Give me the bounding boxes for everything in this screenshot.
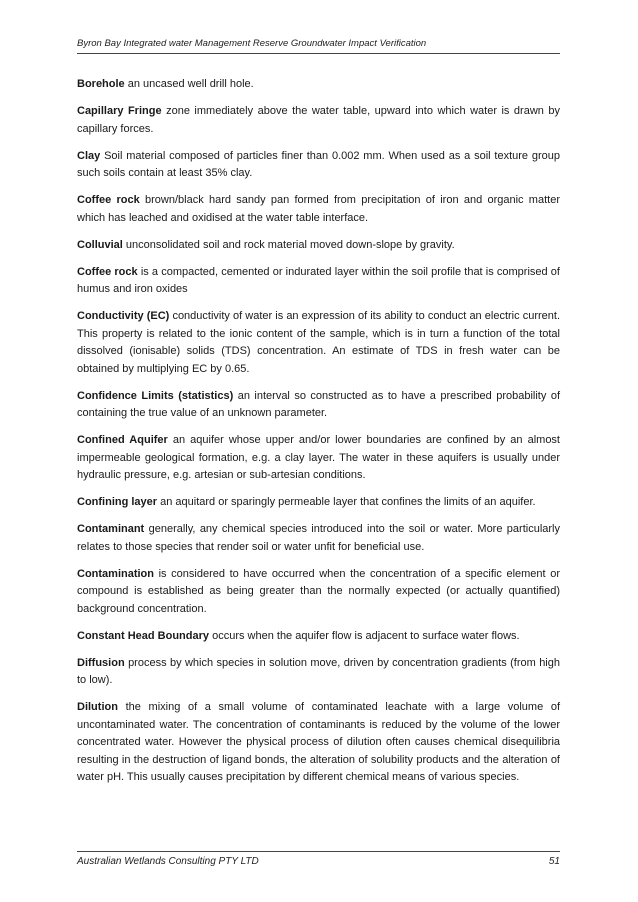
glossary-content xyxy=(77,76,560,796)
glossary-term: Confining layer xyxy=(77,496,158,508)
glossary-term: Coffee rock xyxy=(77,265,138,278)
glossary-definition: Soil material composed of particles finer than 0.002 mm. When used as a soil texture group such soils contain at least 35% clay. xyxy=(77,149,560,179)
glossary-definition: zone immediately above the water table, upward into which water is drawn by capillary forces. xyxy=(77,105,560,135)
glossary-term: Constant Head Boundary xyxy=(77,629,210,642)
glossary-entry-confined-aquifer xyxy=(77,432,560,485)
page-number: 51 xyxy=(548,856,560,867)
glossary-definition: an interval so constructed as to have a prescribed probability of containing the true value of an unknown parameter. xyxy=(77,389,561,419)
glossary-definition: the mixing of a small volume of contaminated leachate with a large volume of uncontaminated water. The concentration of contaminants is reduced by the volume of the lower concentrated water. However the physical process of dilution often causes chemical disequilibria resulting in the destruction of ligand bonds, the alteration of solubility products and the alteration of water pH. This usually causes precipitation by different chemical means of various species. xyxy=(77,701,561,783)
glossary-entry-colluvial xyxy=(77,237,560,255)
glossary-term: Borehole xyxy=(77,78,125,90)
header-divider xyxy=(77,53,560,54)
glossary-definition: generally, any chemical species introduced into the soil or water. More particularly relates to those species that render soil or water unfit for beneficial use. xyxy=(77,523,560,553)
glossary-definition: conductivity of water is an expression of its ability to conduct an electric current. This property is related to the ionic content of the sample, which is in turn a function of the total dissolved (ionisable) solids (TDS) concentration. An estimate of TDS in fresh water can be obtained by multiplying EC by 0.65. xyxy=(77,310,561,375)
glossary-definition: an aquifer whose upper and/or lower boundaries are confined by an almost impermeable geological formation, e.g. a clay layer. The water in these aquifers is usually under hydraulic pressure, e.g. artesian or sub-artesian conditions. xyxy=(77,434,560,481)
glossary-entry-contamination xyxy=(77,566,560,619)
glossary-definition: process by which species in solution move, driven by concentration gradients (from high to low). xyxy=(77,656,560,686)
glossary-entry-conductivity xyxy=(77,308,560,378)
glossary-entry-confidence-limits xyxy=(77,388,560,423)
glossary-entry-borehole xyxy=(77,76,560,94)
glossary-entry-capillary-fringe xyxy=(77,103,560,138)
glossary-entry-confining-layer xyxy=(77,494,560,512)
glossary-term: Confined Aquifer xyxy=(77,434,168,446)
glossary-entry-coffee-rock xyxy=(77,192,560,227)
page-header-title: Byron Bay Integrated water Management Reserve Groundwater Impact Verification xyxy=(77,38,427,49)
glossary-definition: unconsolidated soil and rock material moved down-slope by gravity. xyxy=(125,238,455,251)
glossary-definition: an aquitard or sparingly permeable layer that confines the limits of an aquifer. xyxy=(160,496,536,508)
footer-company: Australian Wetlands Consulting PTY LTD xyxy=(77,856,259,867)
glossary-term: Coffee rock xyxy=(77,194,140,206)
glossary-definition: is considered to have occurred when the concentration of a specific element or compound is established as being greater than the normally expected (or actually quantified) background concentration. xyxy=(77,567,560,615)
glossary-term: Contamination xyxy=(77,567,154,580)
glossary-entry-constant-head-boundary xyxy=(77,628,560,646)
glossary-term: Diffusion xyxy=(77,656,125,669)
glossary-definition: occurs when the aquifer flow is adjacent to surface water flows. xyxy=(212,629,520,642)
glossary-term: Clay xyxy=(77,149,101,162)
glossary-term: Dilution xyxy=(77,701,118,713)
glossary-term: Conductivity (EC) xyxy=(77,310,170,322)
glossary-term: Confidence Limits (statistics) xyxy=(77,389,234,402)
glossary-definition: brown/black hard sandy pan formed from precipitation of iron and organic matter which has leached and oxidised at the water table interface. xyxy=(77,194,560,224)
glossary-term: Capillary Fringe xyxy=(77,105,162,117)
footer-divider xyxy=(77,851,560,852)
glossary-definition: an uncased well drill hole. xyxy=(127,78,254,90)
glossary-entry-clay xyxy=(77,148,560,183)
glossary-entry-contaminant xyxy=(77,521,560,556)
glossary-entry-coffee-rock-2 xyxy=(77,264,560,299)
glossary-term: Colluvial xyxy=(77,238,123,251)
glossary-entry-dilution xyxy=(77,699,560,787)
glossary-term: Contaminant xyxy=(77,523,145,535)
glossary-entry-diffusion xyxy=(77,655,560,690)
glossary-definition: is a compacted, cemented or indurated layer within the soil profile that is comprised of humus and iron oxides xyxy=(77,265,560,295)
